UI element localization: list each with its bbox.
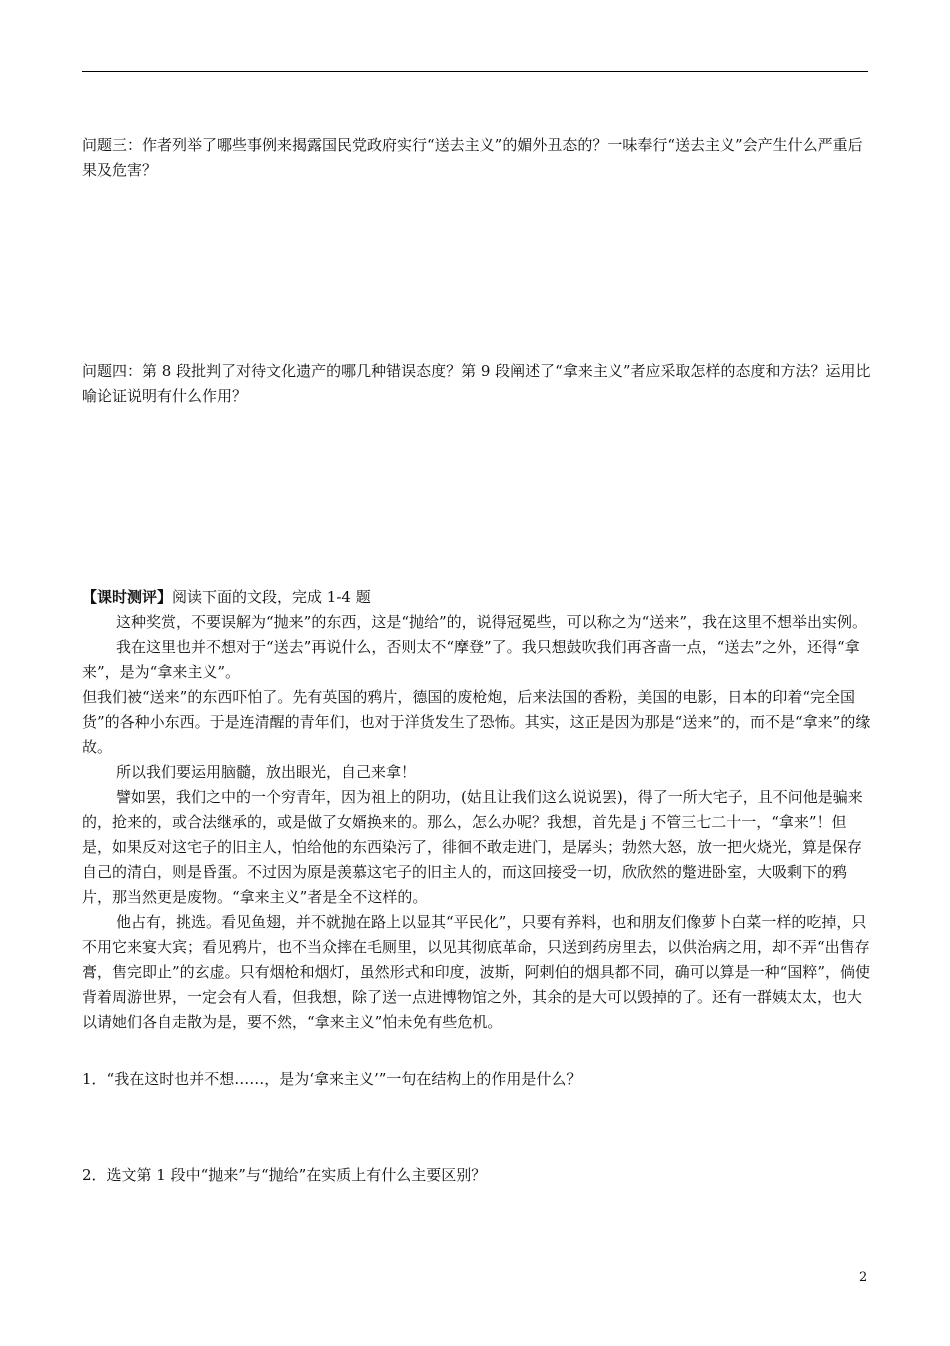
- sub-question-one: [82, 1067, 872, 1092]
- passage-paragraph: 但我们被“送来”的东西吓怕了。先有英国的鸦片，德国的废枪炮，后来法国的香粉，美国的电影，日本的印着“完全国货”的各种小东西。于是连清醒的青年们，也对于洋货发生了恐怖。其实，这正是因为那是“送来”的，而不是“拿来”的缘故。: [82, 688, 871, 756]
- passage-paragraph: 这种奖赏，不要误解为“抛来”的东西，这是“抛给”的，说得冠冕些，可以称之为“送来”，我在这里不想举出实例。: [116, 613, 868, 631]
- question-four: [82, 359, 872, 409]
- header-rule: [82, 71, 868, 72]
- sub-question-two-text: 2．选文第 1 段中“抛来”与“抛给”在实质上有什么主要区别？: [82, 1166, 487, 1184]
- question-three-text: 问题三：作者列举了哪些事例来揭露国民党政府实行“送去主义”的媚外丑态的？一味奉行“送去主义”会产生什么严重后果及危害？: [82, 136, 863, 179]
- page-number: 2: [859, 1270, 868, 1285]
- passage-paragraph: 我在这里也并不想对于“送去”再说什么，否则太不“摩登”了。我只想鼓吹我们再吝啬一点，“送去”之外，还得“拿来”，是为“拿来主义”。: [82, 638, 860, 681]
- question-four-text: 问题四：第 8 段批判了对待文化遗产的哪几种错误态度？第 9 段阐述了“拿来主义”者应采取怎样的态度和方法？运用比喻论证说明有什么作用？: [82, 362, 871, 405]
- passage-paragraph: 他占有，挑选。看见鱼翅，并不就抛在路上以显其“平民化”，只要有养料，也和朋友们像萝卜白菜一样的吃掉，只不用它来宴大宾；看见鸦片，也不当众摔在毛厕里，以见其彻底革命，只送到药房里去，以供治病之用，却不弄“出售存膏，售完即止”的玄虚。只有烟枪和烟灯，虽然形式和印度，波斯，阿剌伯的烟具都不同，确可以算是一种“国粹”，倘使背着周游世界，一定会有人看，但我想，除了送一点进博物馆之外，其余的是大可以毁掉的了。还有一群姨太太，也大以请她们各自走散为是，要不然，“拿来主义”怕未免有些危机。: [82, 913, 871, 1031]
- class-test-label: 【课时测评】: [82, 588, 173, 606]
- sub-question-two: [82, 1163, 872, 1188]
- sub-question-one-text: 1．“我在这时也并不想……，是为‘拿来主义’”一句在结构上的作用是什么？: [82, 1070, 582, 1088]
- passage-paragraph: 所以我们要运用脑髓，放出眼光，自己来拿！: [116, 763, 417, 781]
- question-three: [82, 133, 872, 183]
- class-test-section: [82, 585, 872, 1035]
- class-test-heading: [82, 585, 872, 610]
- class-test-instruction: 阅读下面的文段，完成 1-4 题: [172, 588, 371, 606]
- passage-paragraph: 譬如罢，我们之中的一个穷青年，因为祖上的阴功，(姑且让我们这么说说罢)，得了一所大宅子，且不问他是骗来的，抢来的，或合法继承的，或是做了女婿换来的。那么，怎么办呢？我想，首先是 j 不管三七二十一，“拿来”！但是，如果反对这宅子的旧主人，怕给他的东西染污了，徘徊不敢走进门，是孱头；勃然大怒，放一把火烧光，算是保存自己的清白，则是昏蛋。不过因为原是羡慕这宅子的旧主人的，而这回接受一切，欣欣然的蹩进卧室，大吸剩下的鸦片，那当然更是废物。“拿来主义”者是全不这样的。: [82, 788, 863, 906]
